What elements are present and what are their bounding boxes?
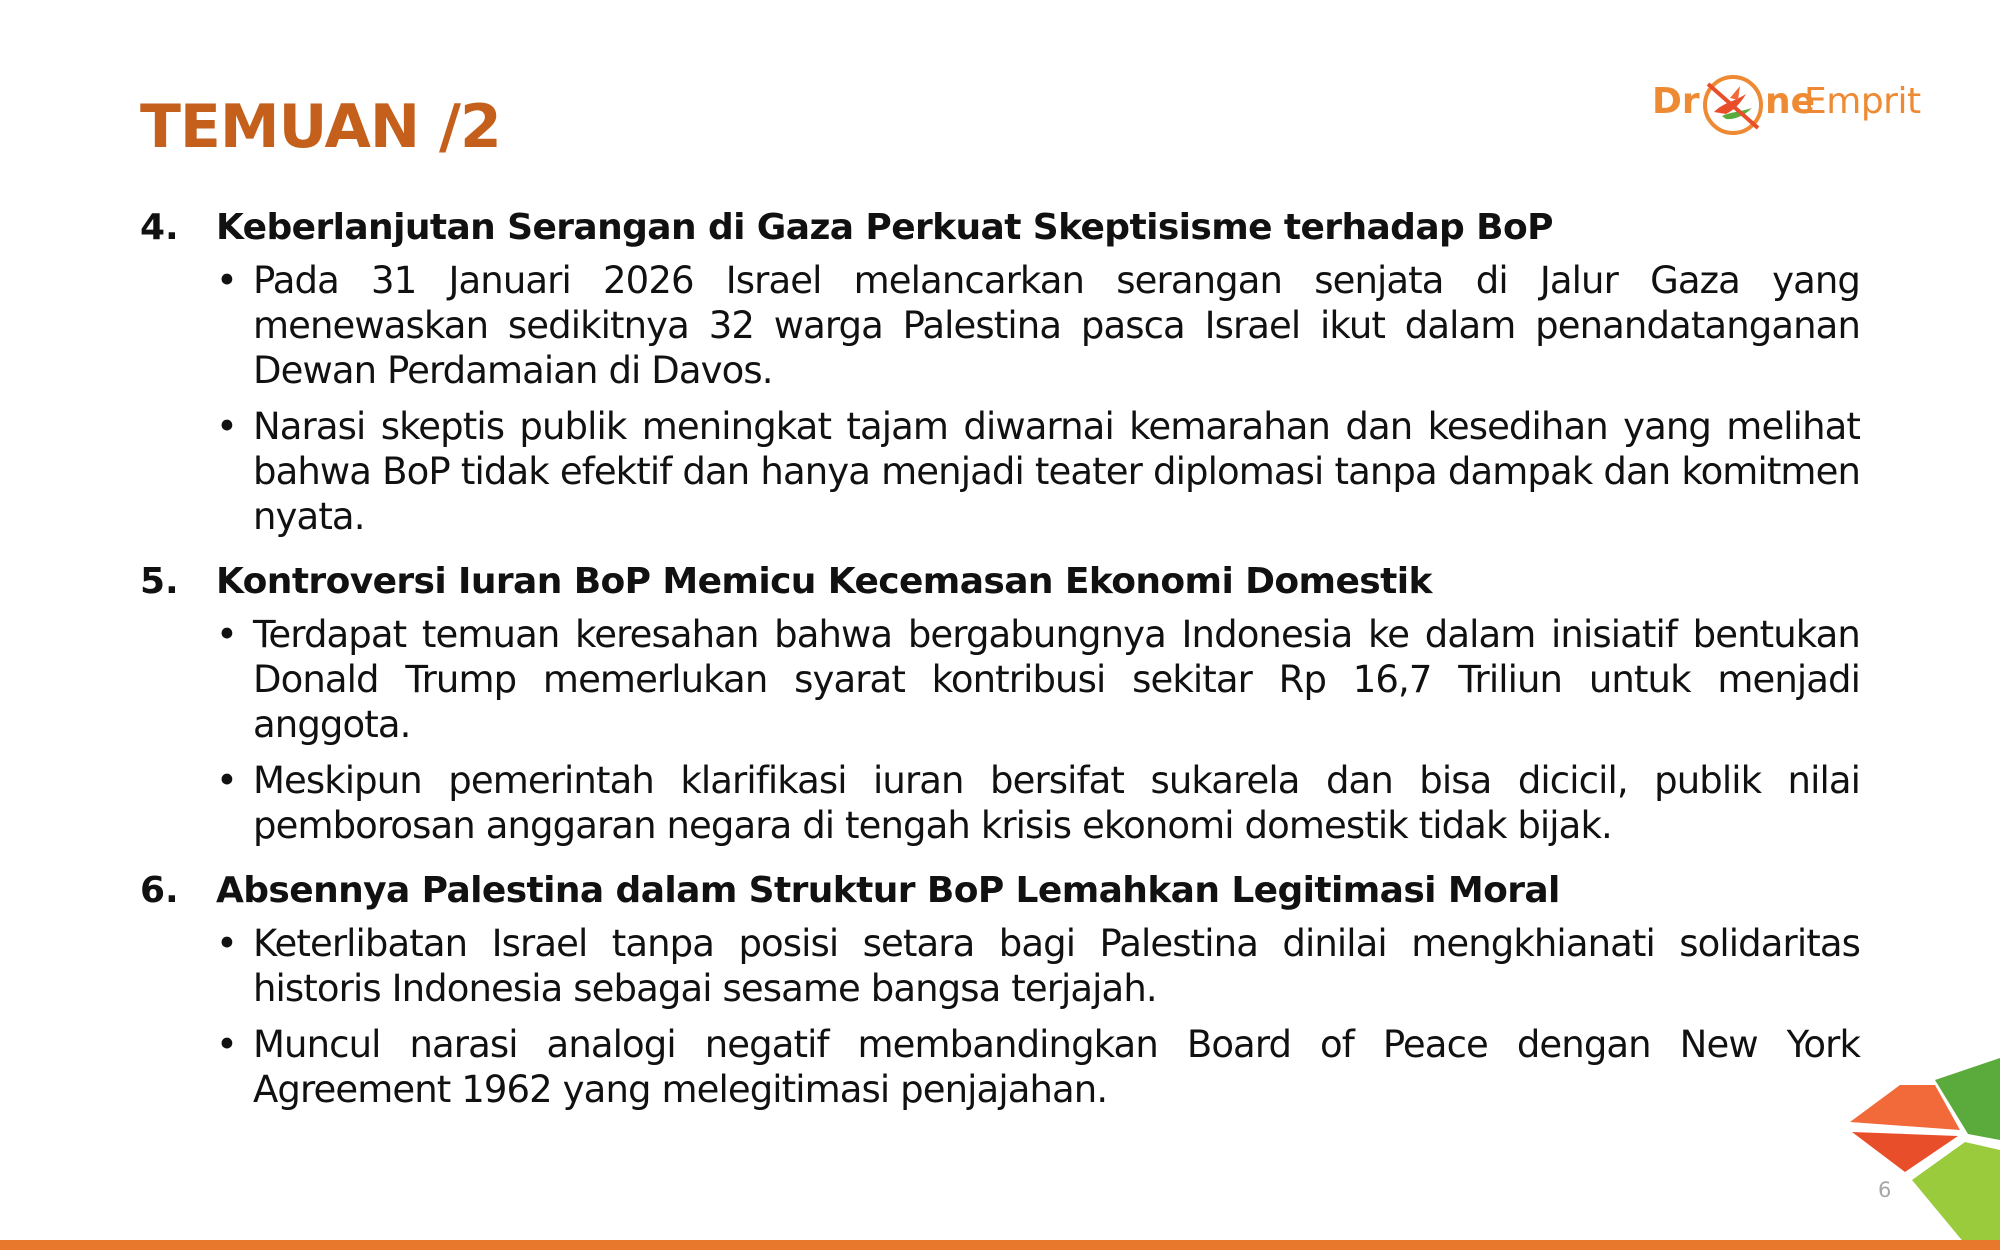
bullet-item bbox=[216, 612, 1860, 747]
slide-title: TEMUAN /2 bbox=[140, 92, 501, 162]
bullet-item bbox=[216, 758, 1860, 848]
bullet-item bbox=[216, 1022, 1860, 1112]
findings-list bbox=[140, 204, 1860, 1131]
finding-title: Keberlanjutan Serangan di Gaza Perkuat Skeptisisme terhadap BoP bbox=[216, 207, 1553, 248]
bullet-item bbox=[216, 921, 1860, 1011]
finding-heading bbox=[140, 204, 1860, 252]
finding-heading bbox=[140, 867, 1860, 915]
bullet-text: Pada 31 Januari 2026 Israel melancarkan serangan senjata di Jalur Gaza yang menewaskan sedikitnya 32 warga Palestina pasca Israel ikut dalam penandatanganan Dewan Perdamaian di Davos. bbox=[253, 259, 1860, 392]
logo-text-dr: Dr bbox=[1652, 81, 1700, 122]
bullet-list bbox=[216, 921, 1860, 1112]
finding-title: Kontroversi Iuran BoP Memicu Kecemasan Ekonomi Domestik bbox=[216, 561, 1432, 602]
logo-text-ne: ne bbox=[1765, 81, 1816, 122]
bottom-accent-bar bbox=[0, 1240, 2000, 1250]
finding-6 bbox=[140, 867, 1860, 1112]
bullet-dot: • bbox=[216, 1023, 237, 1066]
bullet-text: Muncul narasi analogi negatif membandingkan Board of Peace dengan New York Agreement 1962 yang melegitimasi penjajahan. bbox=[253, 1023, 1860, 1111]
bullet-dot: • bbox=[216, 259, 237, 302]
bullet-item bbox=[216, 258, 1860, 393]
finding-number: 5. bbox=[140, 561, 179, 602]
bullet-text: Keterlibatan Israel tanpa posisi setara bagi Palestina dinilai mengkhianati solidaritas historis Indonesia sebagai sesame bangsa terjajah. bbox=[253, 922, 1860, 1010]
bullet-text: Narasi skeptis publik meningkat tajam diwarnai kemarahan dan kesedihan yang melihat bahwa BoP tidak efektif dan hanya menjadi teater diplomasi tanpa dampak dan komitmen nyata. bbox=[253, 405, 1860, 538]
bullet-dot: • bbox=[216, 759, 237, 802]
finding-title: Absennya Palestina dalam Struktur BoP Lemahkan Legitimasi Moral bbox=[216, 870, 1560, 911]
finding-number: 4. bbox=[140, 207, 179, 248]
bullet-dot: • bbox=[216, 922, 237, 965]
bullet-text: Terdapat temuan keresahan bahwa bergabungnya Indonesia ke dalam inisiatif bentukan Donald Trump memerlukan syarat kontribusi sekitar Rp 16,7 Triliun untuk menjadi anggota. bbox=[253, 613, 1860, 746]
bullet-text: Meskipun pemerintah klarifikasi iuran bersifat sukarela dan bisa dicicil, publik nilai pemborosan anggaran negara di tengah krisis ekonomi domestik tidak bijak. bbox=[253, 759, 1860, 847]
bullet-list bbox=[216, 258, 1860, 539]
bullet-dot: • bbox=[216, 613, 237, 656]
bullet-dot: • bbox=[216, 405, 237, 448]
drone-bird-circle-icon bbox=[1700, 72, 1766, 138]
corner-decoration-icon bbox=[1840, 1040, 2000, 1250]
finding-heading bbox=[140, 558, 1860, 606]
finding-4 bbox=[140, 204, 1860, 539]
bullet-list bbox=[216, 612, 1860, 848]
bullet-item bbox=[216, 404, 1860, 539]
finding-number: 6. bbox=[140, 870, 179, 911]
logo-text-emprit: Emprit bbox=[1804, 81, 1921, 122]
drone-emprit-logo bbox=[1650, 72, 1921, 142]
finding-5 bbox=[140, 558, 1860, 848]
page-number: 6 bbox=[1878, 1178, 1892, 1202]
